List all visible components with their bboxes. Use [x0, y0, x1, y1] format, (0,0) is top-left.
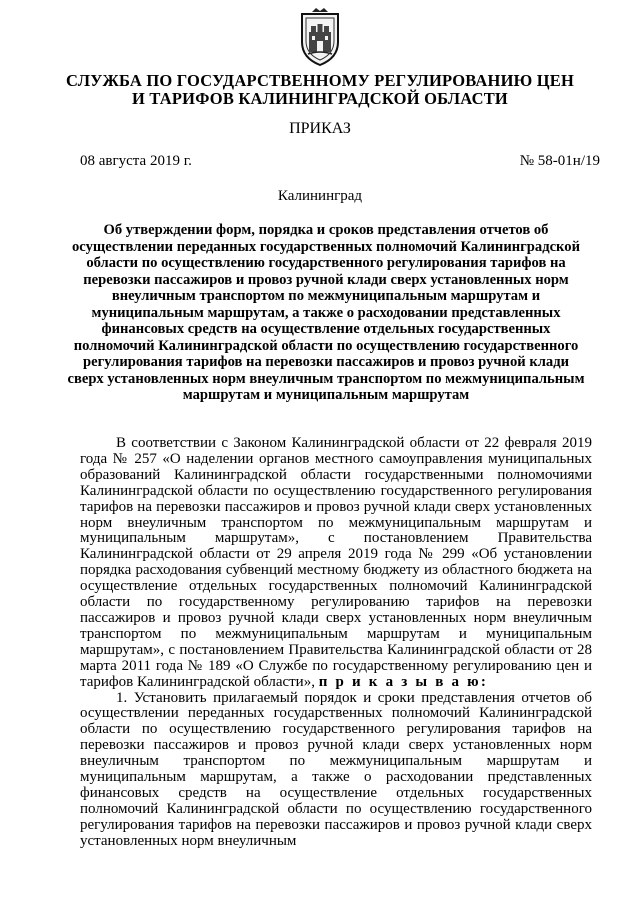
- preamble-text: В соответствии с Законом Калининградской области от 22 февраля 2019 года № 257 «О наделении органов местного самоуправления муниципальных образований Калининградской области государственными полномочиями Калининградской области по осуществлению государственного регулирования тарифов на перевозки пассажиров и провоз ручной клади сверх установленных норм внеуличным транспортом по межмуниципальным маршрутам и муниципальным маршрутам», с постановлением Правительства Калининградской области от 29 апреля 2019 года № 299 «Об установлении порядка расходования субвенций местному бюджету из областного бюджета на осуществление отдельных государственных полномочий Калининградской области по государственному регулированию тарифов на перевозки пассажиров и провоз ручной клади сверх установленных норм внеуличным транспортом по межмуниципальным маршрутам и муниципальным маршрутам», с постановлением Правительства Калининградской области от 28 марта 2011 года № 189 «О Службе по государственному регулированию цен и тарифов Калининградской области»,: [80, 435, 592, 690]
- subject-line: регулирования тарифов на перевозки пассажиров и провоз ручной клади: [82, 354, 570, 371]
- organization-line-2: И ТАРИФОВ КАЛИНИНГРАДСКОЙ ОБЛАСТИ: [132, 89, 508, 108]
- organization-line-1: СЛУЖБА ПО ГОСУДАРСТВЕННОМУ РЕГУЛИРОВАНИЮ ЦЕН: [66, 71, 574, 90]
- clause-1-text: 1. Установить прилагаемый порядок и сроки представления отчетов об осуществлении переданных государственных полномочий Калининградской области по осуществлению государственного регулирования тарифов на перевозки пассажиров и провоз ручной клади сверх установленных норм внеуличным транспортом по межмуниципальным маршрутам и муниципальным маршрутам, а также о расходовании представленных финансовых средств на осуществление отдельных государственных полномочий Калининградской области по осуществлению государственного регулирования тарифов на перевозки пассажиров и провоз ручной клади сверх установленных норм внеуличным: [80, 689, 592, 849]
- subject-line: муниципальным маршрутам, а также о расходовании представленных: [91, 304, 561, 321]
- subject-line: финансовых средств на осуществление отдельных государственных: [101, 321, 551, 338]
- subject-line: внеуличным транспортом по межмуниципальным маршрутам и: [111, 288, 541, 305]
- organization-name: [40, 72, 600, 108]
- coat-of-arms-icon: [296, 8, 344, 68]
- subject-line: осуществлении переданных государственных полномочий Калининградской: [72, 238, 580, 255]
- document-number: № 58-01н/19: [519, 153, 600, 169]
- subject-line: перевозки пассажиров и провоз ручной клади сверх установленных норм: [83, 271, 569, 288]
- subject-line: области по осуществлению государственного регулирования тарифов на: [86, 255, 566, 272]
- document-body: [80, 436, 592, 850]
- document-city: Калининград: [277, 188, 363, 204]
- subject-line: полномочий Калининградской области по осуществлению государственного: [73, 337, 579, 354]
- clause-1-paragraph: [80, 691, 592, 850]
- subject-line: Об утверждении форм, порядка и сроков представления отчетов об: [103, 222, 549, 238]
- document-type: ПРИКАЗ: [289, 120, 351, 137]
- document-date: 08 августа 2019 г.: [80, 153, 192, 169]
- subject-line: маршрутам и муниципальным маршрутам: [182, 387, 470, 404]
- preamble-paragraph: [80, 436, 592, 691]
- order-word: п р и к а з ы в а ю:: [318, 673, 489, 690]
- document-subject: [60, 222, 592, 404]
- subject-line: сверх установленных норм внеуличным транспортом по межмуниципальным: [67, 370, 585, 387]
